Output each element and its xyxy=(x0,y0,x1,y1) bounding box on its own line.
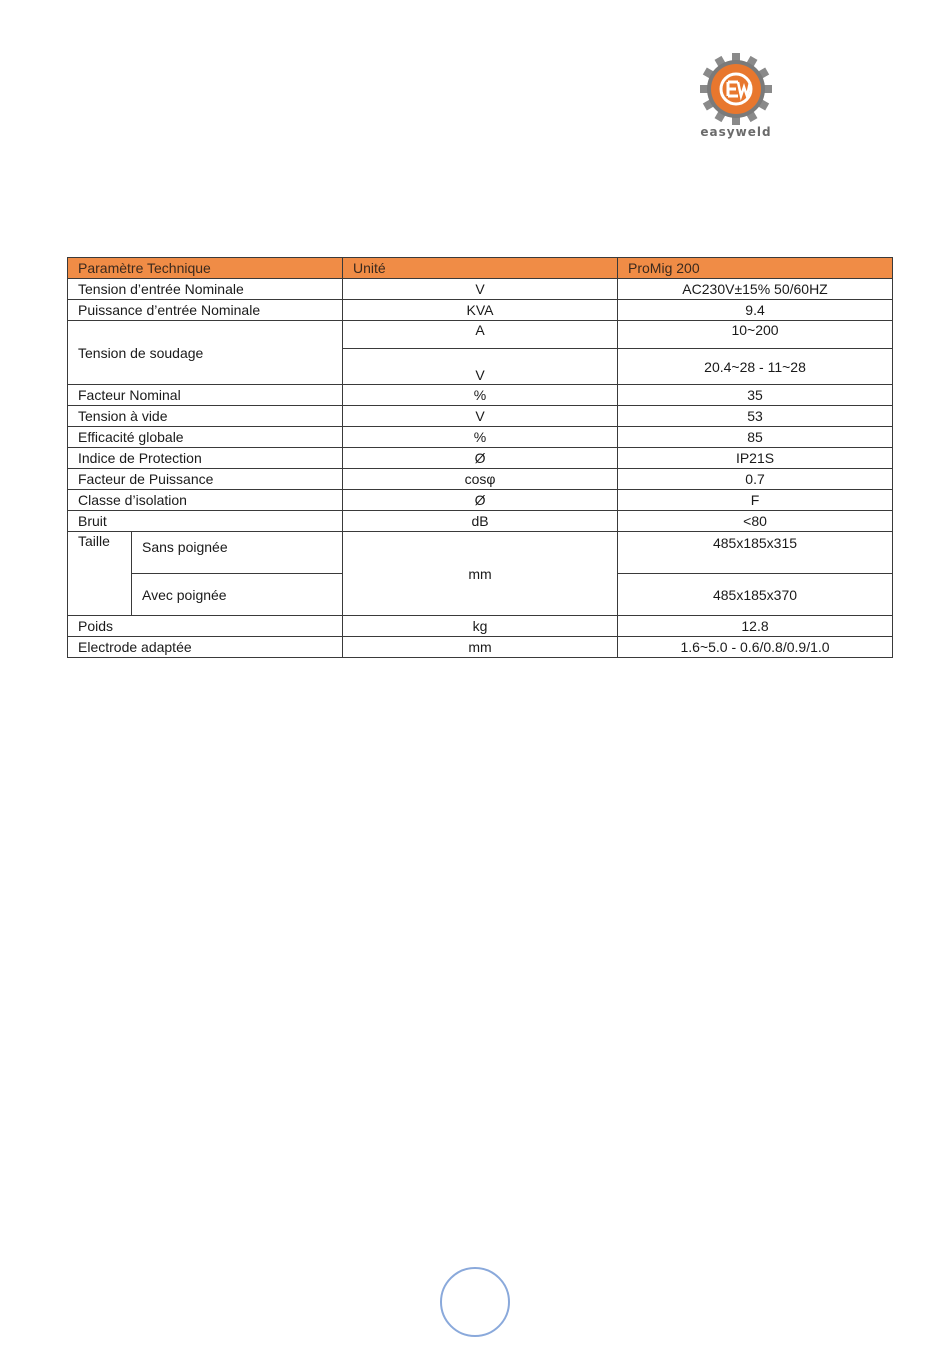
row-unit: mm xyxy=(343,637,618,658)
header-unite: Unité xyxy=(343,258,618,279)
row-label: Indice de Protection xyxy=(68,448,343,469)
table-row xyxy=(68,469,893,490)
row-label: Electrode adaptée xyxy=(68,637,343,658)
table-row xyxy=(68,448,893,469)
table-row xyxy=(68,427,893,448)
row-unit: Ø xyxy=(343,448,618,469)
row-value: 10~200 xyxy=(618,321,893,349)
table-header-row xyxy=(68,258,893,279)
easyweld-logo xyxy=(696,53,776,143)
row-unit: dB xyxy=(343,511,618,532)
table-row xyxy=(68,406,893,427)
row-label: Tension de soudage xyxy=(68,321,343,385)
row-value: 12.8 xyxy=(618,616,893,637)
table-row xyxy=(68,637,893,658)
taille-avec-label: Avec poignée xyxy=(132,574,343,616)
table-row xyxy=(68,300,893,321)
row-value: F xyxy=(618,490,893,511)
page-number-circle xyxy=(440,1267,510,1337)
row-unit: V xyxy=(343,406,618,427)
row-label: Efficacité globale xyxy=(68,427,343,448)
row-value: 485x185x315 xyxy=(618,532,893,574)
row-value: 485x185x370 xyxy=(618,574,893,616)
row-unit: V xyxy=(343,349,618,385)
row-value: 1.6~5.0 - 0.6/0.8/0.9/1.0 xyxy=(618,637,893,658)
table-row xyxy=(68,511,893,532)
spec-table xyxy=(67,257,893,658)
row-value: 85 xyxy=(618,427,893,448)
row-unit: A xyxy=(343,321,618,349)
taille-sans-label: Sans poignée xyxy=(132,532,343,574)
row-label: Classe d’isolation xyxy=(68,490,343,511)
table-row xyxy=(68,321,893,349)
header-parametre: Paramètre Technique xyxy=(68,258,343,279)
row-unit: kg xyxy=(343,616,618,637)
row-unit: % xyxy=(343,427,618,448)
gear-logo-icon xyxy=(696,53,776,125)
row-label: Bruit xyxy=(68,511,343,532)
table-row xyxy=(68,490,893,511)
row-value: 35 xyxy=(618,385,893,406)
row-unit: % xyxy=(343,385,618,406)
row-label: Facteur Nominal xyxy=(68,385,343,406)
row-value: <80 xyxy=(618,511,893,532)
row-value: 53 xyxy=(618,406,893,427)
row-label: Taille xyxy=(68,532,132,616)
row-label: Puissance d’entrée Nominale xyxy=(68,300,343,321)
table-row xyxy=(68,532,893,574)
row-unit: KVA xyxy=(343,300,618,321)
row-value: IP21S xyxy=(618,448,893,469)
row-value: AC230V±15% 50/60HZ xyxy=(618,279,893,300)
logo-text: easyweld xyxy=(700,125,772,139)
row-unit: Ø xyxy=(343,490,618,511)
row-value: 9.4 xyxy=(618,300,893,321)
row-label: Tension d’entrée Nominale xyxy=(68,279,343,300)
row-unit: cosφ xyxy=(343,469,618,490)
row-label: Facteur de Puissance xyxy=(68,469,343,490)
row-unit: mm xyxy=(343,532,618,616)
table-row xyxy=(68,279,893,300)
row-value: 20.4~28 - 11~28 xyxy=(618,349,893,385)
table-row xyxy=(68,385,893,406)
table-row xyxy=(68,616,893,637)
row-unit: V xyxy=(343,279,618,300)
row-label: Tension à vide xyxy=(68,406,343,427)
row-value: 0.7 xyxy=(618,469,893,490)
header-model: ProMig 200 xyxy=(618,258,893,279)
row-label: Poids xyxy=(68,616,343,637)
